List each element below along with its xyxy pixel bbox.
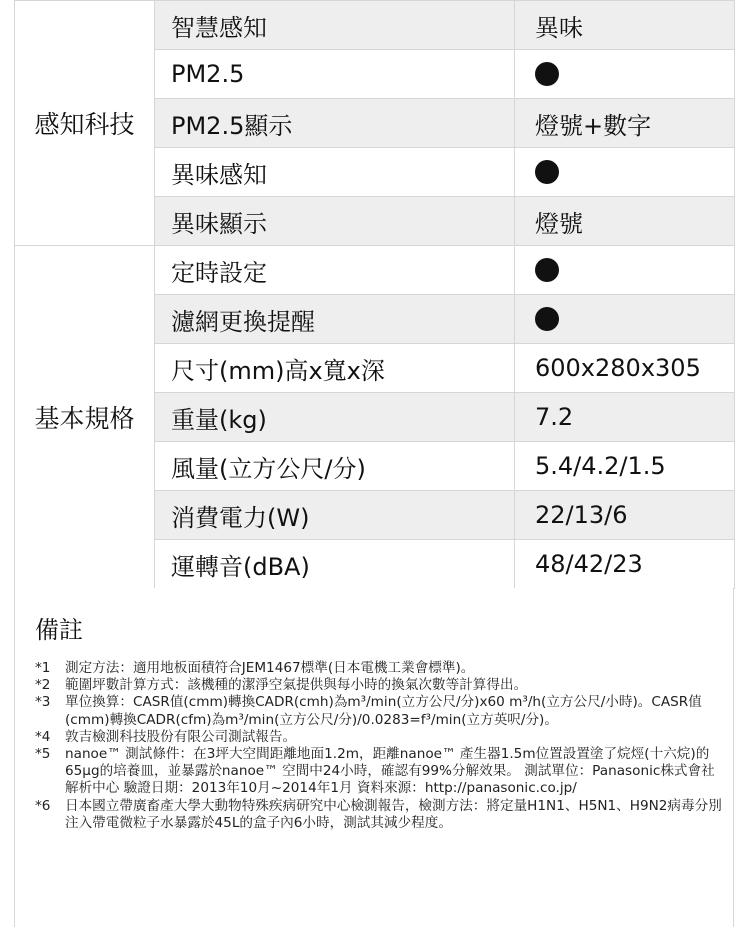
- note-number: *1: [35, 660, 51, 676]
- spec-table: [14, 0, 735, 589]
- spec-row: [15, 246, 735, 295]
- note-number: *3: [35, 694, 51, 711]
- spec-value: 異味: [515, 1, 735, 50]
- note-item: [35, 746, 725, 798]
- spec-value: 7.2: [515, 393, 735, 442]
- filled-circle-icon: [535, 258, 559, 282]
- filled-circle-icon: [535, 160, 559, 184]
- spec-value: 燈號: [515, 197, 735, 246]
- spec-feature: 異味感知: [155, 148, 515, 197]
- note-text: 單位換算：CASR值(cmm)轉換CADR(cmh)為m³/min(立方公尺/分)x60 m³/h(立方公尺/小時)。CASR值(cmm)轉換CADR(cfm)為m³/min(立方公尺/分)/0.0283=f³/min(立方英呎/分)。: [65, 694, 702, 728]
- spec-feature: 異味顯示: [155, 197, 515, 246]
- spec-feature: 濾網更換提醒: [155, 295, 515, 344]
- note-text: 測定方法：適用地板面積符合JEM1467標準(日本電機工業會標準)。: [65, 660, 475, 676]
- note-text: 敦吉檢測科技股份有限公司測試報告。: [65, 728, 297, 745]
- spec-value: [515, 148, 735, 197]
- note-item: [35, 660, 725, 677]
- notes-section: [14, 588, 734, 927]
- spec-value: 600x280x305: [515, 344, 735, 393]
- spec-feature: 重量(kg): [155, 393, 515, 442]
- category-basic: 基本規格: [15, 246, 155, 589]
- note-item: [35, 694, 725, 728]
- spec-feature: 智慧感知: [155, 1, 515, 50]
- spec-value: [515, 246, 735, 295]
- note-text: 日本國立帶廣畜產大學大動物特殊疾病研究中心檢測報告，檢測方法：將定量H1N1、H5N1、H9N2病毒分別注入帶電微粒子水暴露於45L的盒子內6小時，測試其減少程度。: [65, 797, 722, 831]
- spec-value: [515, 295, 735, 344]
- spec-feature: 定時設定: [155, 246, 515, 295]
- filled-circle-icon: [535, 62, 559, 86]
- note-item: [35, 798, 725, 832]
- notes-title: 備註: [35, 616, 83, 644]
- notes-list: [35, 660, 725, 832]
- spec-feature: 風量(立方公尺/分): [155, 442, 515, 491]
- spec-value: 22/13/6: [515, 491, 735, 540]
- category-sensing: 感知科技: [15, 1, 155, 246]
- note-number: *2: [35, 677, 51, 694]
- spec-value: 燈號+數字: [515, 99, 735, 148]
- spec-feature: 運轉音(dBA): [155, 540, 515, 589]
- spec-value: 48/42/23: [515, 540, 735, 589]
- spec-value: 5.4/4.2/1.5: [515, 442, 735, 491]
- note-number: *4: [35, 728, 51, 745]
- spec-feature: PM2.5: [155, 50, 515, 99]
- spec-feature: 尺寸(mm)高x寬x深: [155, 344, 515, 393]
- filled-circle-icon: [535, 307, 559, 331]
- spec-feature: 消費電力(W): [155, 491, 515, 540]
- spec-feature: PM2.5顯示: [155, 99, 515, 148]
- note-number: *5: [35, 746, 51, 763]
- note-item: [35, 677, 725, 694]
- note-text: nanoe™ 測試條件：在3坪大空間距離地面1.2m，距離nanoe™ 產生器1.5m位置設置塗了烷烴(十六烷)的65μg的培養皿，並暴露於nanoe™ 空間中24小時，確認有99%分解效果。 測試單位：Panasonic株式會社解析中心 驗證日期：2013年10月~2014年1月 資料來源：http://panasonic.co.jp/: [65, 746, 715, 797]
- note-item: [35, 729, 725, 746]
- spec-value: [515, 50, 735, 99]
- spec-row: [15, 1, 735, 50]
- note-number: *6: [35, 797, 51, 814]
- note-text: 範圍坪數計算方式：該機種的潔淨空氣提供與每小時的換氣次數等計算得出。: [65, 677, 528, 694]
